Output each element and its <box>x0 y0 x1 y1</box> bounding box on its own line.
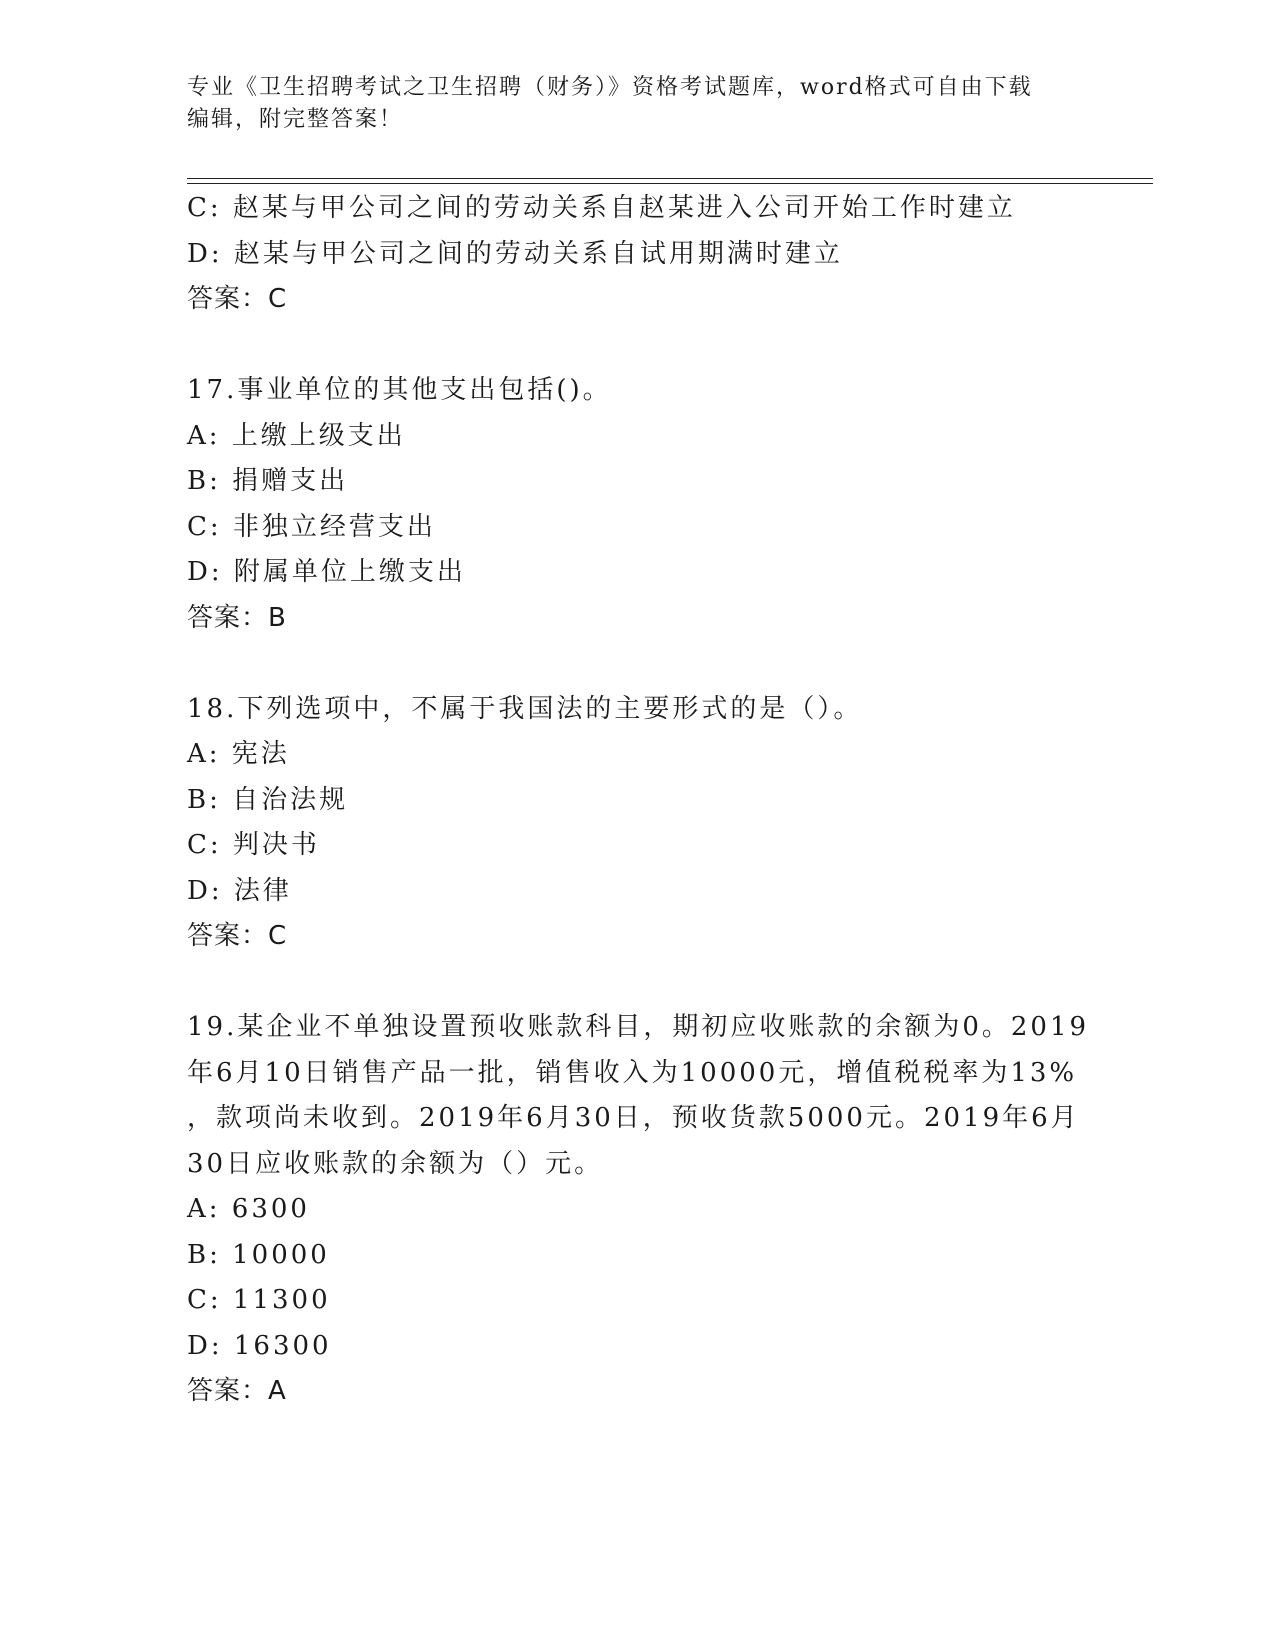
question-stem-line-2: 年6月10日销售产品一批，销售收入为10000元，增值税税率为13% <box>187 1057 1078 1088</box>
option-c: C: 11300 <box>187 1285 331 1315</box>
question-19 <box>187 1005 1090 1415</box>
option-a: A: 上缴上级支出 <box>187 420 406 451</box>
option-a: A: 宪法 <box>187 739 290 769</box>
answer: 答案：B <box>187 602 287 633</box>
question-stem: 17.事业单位的其他支出包括()。 <box>187 375 612 405</box>
option-b: B: 10000 <box>187 1239 330 1270</box>
question-stem-line-3: ，款项尚未收到。2019年6月30日，预收货款5000元。2019年6月 <box>187 1103 1080 1133</box>
option-d: D: 赵某与甲公司之间的劳动关系自试用期满时建立 <box>187 238 843 269</box>
answer: 答案：C <box>187 284 288 314</box>
option-b: B: 捐赠支出 <box>187 466 349 496</box>
question-17 <box>187 368 1087 641</box>
option-c: C: 赵某与甲公司之间的劳动关系自赵某进入公司开始工作时建立 <box>187 193 1016 223</box>
option-d: D: 16300 <box>187 1330 332 1361</box>
option-b: B: 自治法规 <box>187 784 349 815</box>
spacer <box>187 323 1087 369</box>
question-stem: 18.下列选项中，不属于我国法的主要形式的是（）。 <box>187 693 863 724</box>
header-line-1: 专业《卫生招聘考试之卫生招聘（财务）》资格考试题库，word格式可自由下载 <box>187 75 1033 100</box>
question-18 <box>187 687 1087 960</box>
question-16-continued <box>187 186 1087 323</box>
option-c: C: 非独立经营支出 <box>187 511 436 542</box>
option-d: D: 法律 <box>187 875 292 906</box>
question-stem-line-1: 19.某企业不单独设置预收账款科目，期初应收账款的余额为0。2019 <box>187 1012 1090 1042</box>
option-a: A: 6300 <box>187 1194 310 1224</box>
option-c: C: 判决书 <box>187 830 320 860</box>
question-list <box>187 186 1090 1415</box>
spacer <box>187 641 1087 687</box>
document-header <box>187 72 1087 136</box>
answer: 答案：C <box>187 921 288 951</box>
answer: 答案：A <box>187 1376 287 1406</box>
header-divider-bottom <box>187 183 1153 184</box>
question-stem-line-4: 30日应收账款的余额为（）元。 <box>187 1148 604 1179</box>
option-d: D: 附属单位上缴支出 <box>187 557 466 587</box>
header-divider-top <box>187 178 1153 179</box>
header-line-2: 编辑，附完整答案！ <box>187 107 404 132</box>
spacer <box>187 960 1087 1006</box>
